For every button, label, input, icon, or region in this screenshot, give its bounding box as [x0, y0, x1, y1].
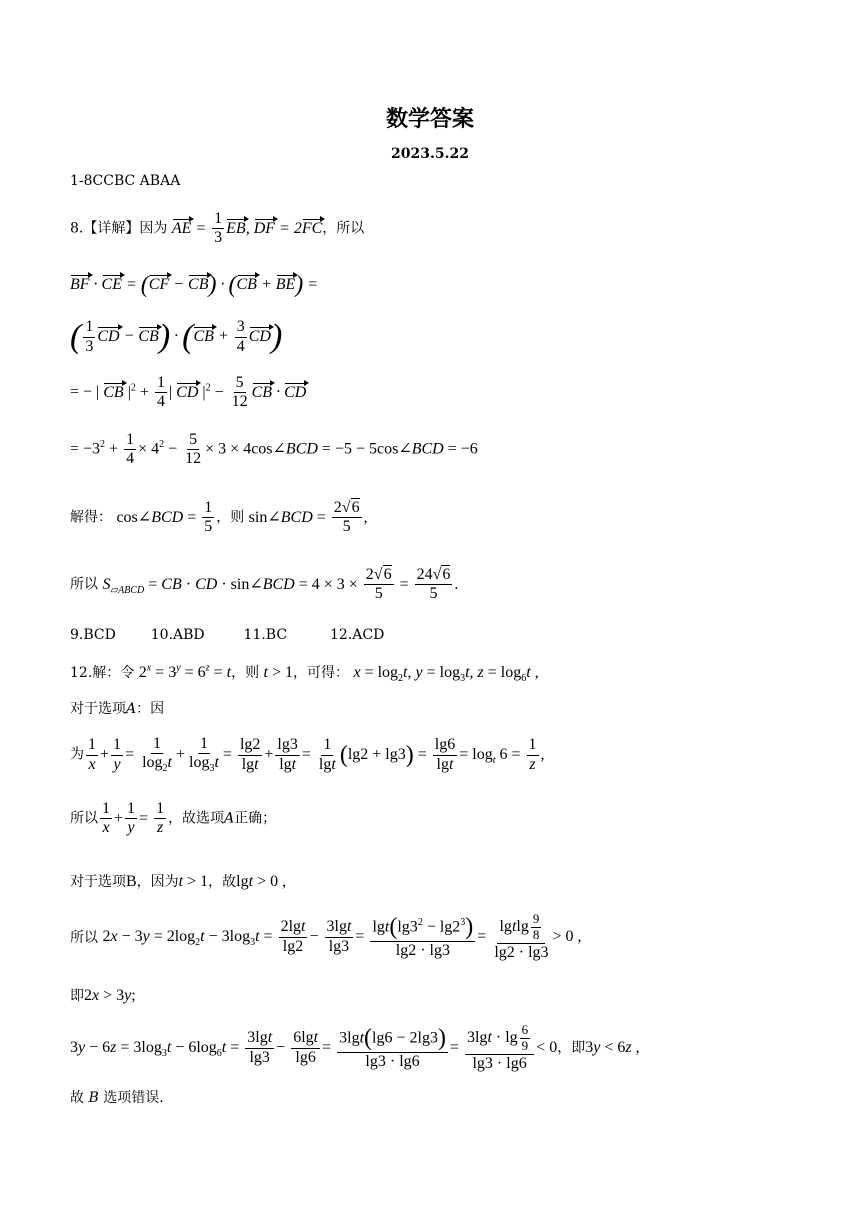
q8-intro-line	[70, 210, 364, 248]
optA-result-formula: $\frac{1}{x}$ + $\frac{1}{y}$ = $\frac{1}{z}$	[102, 800, 165, 837]
optB-t-condition: t > 1	[178, 873, 209, 890]
optB-lgt-condition: lgt > 0 ,	[236, 873, 287, 890]
q8-suffix-text: ，所以	[322, 220, 365, 237]
optB-letter-2: B	[88, 1090, 99, 1106]
suoyi-text-1: 所以	[70, 576, 98, 593]
optB-ji-text: ，即	[557, 1039, 586, 1056]
q12-intro-text: 12.解：令	[70, 665, 135, 681]
optA-intro-text: 对于选项	[70, 701, 126, 717]
q12-log-formula: $x = \log_2t$, $y = \log_3t$, $z = \log_6t$ ,	[353, 664, 539, 685]
optA-formula: $\frac{1}{x}$ + $\frac{1}{y}$ = $\frac{1}{\log_2t}$ + $\frac{1}{\log_3t}$ = $\frac{\lg 2}{\lg t}$ + $\frac{\lg 3}{\lg t}$ = $\frac{1}{\lg t}$ (lg2 + lg3) = $\frac{\lg 6}{\lg t}$ = $\log_t 6$ = $\frac{1}{z}$ ,	[88, 735, 545, 775]
q8-step-1: BF · CE = (CF − CB) · (CB + BE) =	[70, 272, 319, 298]
q8-solve-line	[70, 499, 368, 537]
q12-optA-line	[70, 698, 164, 718]
optA-because-text: ：因	[136, 701, 165, 717]
q12-optB-line	[70, 871, 286, 891]
q12-optB-derivation-1	[70, 912, 582, 962]
sin-formula: sin∠BCD = $\frac{2√6}{5}$ ,	[248, 499, 368, 536]
suoyi-text-2: 所以	[70, 810, 98, 827]
q8-condition-formula: AE = $\frac{1}{3}$ EB, DF = 2FC	[171, 210, 323, 247]
q12-t-condition: t > 1	[263, 664, 294, 681]
cos-formula: cos∠BCD = $\frac{1}{5}$	[116, 499, 213, 536]
ji-text: 即	[70, 988, 84, 1004]
q12-then-text: ，则	[231, 665, 260, 681]
q12-optB-conclusion	[70, 1087, 164, 1107]
optA-conclusion-text-2: 正确；	[234, 810, 277, 827]
answers-9-12	[70, 627, 384, 643]
optB-result-1: 2x > 3y;	[84, 987, 136, 1004]
optB-wrong-text-2: 选项错误.	[103, 1090, 164, 1106]
area-formula: $S_{▱ABCD}$ = CB · CD · sin∠BCD = 4 × 3 × $\frac{2√6}{5}$ = $\frac{24√6}{5}$ .	[102, 566, 459, 603]
answers-1-8: 1-8CCBC ABAA	[70, 173, 181, 189]
wei-text: 为	[70, 746, 84, 763]
page-title: 数学答案	[385, 106, 474, 132]
q8-step-2: ( $\frac{1}{3}$ CD − CB) · (CB + $\frac{3}{4}$ CD)	[70, 318, 283, 355]
q8-step-4: = $-3^2$ + $\frac{1}{4}$ × $4^2$ − $\frac{5}{12}$ × 3 × 4cos∠BCD = −5 − 5cos∠BCD = −6	[70, 431, 478, 468]
q12-let-formula: $2^x = 3^y = 6^z = t$	[138, 662, 232, 681]
q12-intro-line	[70, 662, 539, 684]
q8-area-line	[70, 566, 458, 604]
optA-letter: A	[126, 701, 137, 717]
q12-optB-derivation-2	[70, 1023, 640, 1073]
ze-text: ，则	[216, 509, 245, 526]
optB-wrong-text-1: 故	[70, 1090, 84, 1106]
suoyi-text-3: 所以	[70, 929, 98, 946]
optB-gu-text: ，故	[208, 874, 237, 890]
optB-letter: B	[126, 873, 137, 890]
answer-10: 10.ABD	[150, 627, 205, 643]
q12-optA-derivation	[70, 735, 545, 775]
answer-11: 11.BC	[243, 627, 288, 643]
q12-get-text: ，可得：	[293, 665, 350, 681]
answer-9: 9.BCD	[70, 627, 116, 643]
optA-conclusion-text-1: ，故选项	[168, 810, 225, 827]
optB-result-2: 3y < 6z ,	[585, 1038, 640, 1056]
optB-intro-text: 对于选项	[70, 874, 126, 890]
optB-because-text: ，因为	[136, 874, 179, 890]
q8-step-3: = − | CB $|^2$ + $\frac{1}{4}$ | CD $|^2$ − $\frac{5}{12}$ CB · CD	[70, 374, 307, 411]
optB-formula-2: $3y - 6z = 3\log_3t - 6\log_6t$ = $\frac{3\lg t}{\lg 3}$ − $\frac{6\lg t}{\lg 6}$ = $\frac{3\lg t(\lg 6 - 2\lg 3)}{\lg 3 \cdot \lg 6}$ = 3lgt · lg $\frac{6}{9}$ lg3 · lg6 < 0	[70, 1022, 558, 1072]
optB-formula-1: $2x - 3y = 2\log_2t - 3\log_3t$ = $\frac{2\lg t}{\lg 2}$ − $\frac{3\lg t}{\lg 3}$ = $\frac{\lg t(\lg 3^2 - \lg 2^3)}{\lg 2 \cdot \lg 3}$ = lgtlg $\frac{9}{8}$ lg2 · lg3 > 0 ,	[102, 911, 582, 961]
q12-optB-ji-1	[70, 985, 136, 1005]
jiede-text: 解得：	[70, 509, 112, 526]
answer-12: 12.ACD	[329, 627, 385, 643]
q8-intro-text: 8.【详解】因为	[70, 220, 168, 237]
page-date: 2023.5.22	[391, 146, 469, 162]
optA-letter-2: A	[224, 810, 235, 827]
q12-optA-conclusion	[70, 800, 276, 838]
